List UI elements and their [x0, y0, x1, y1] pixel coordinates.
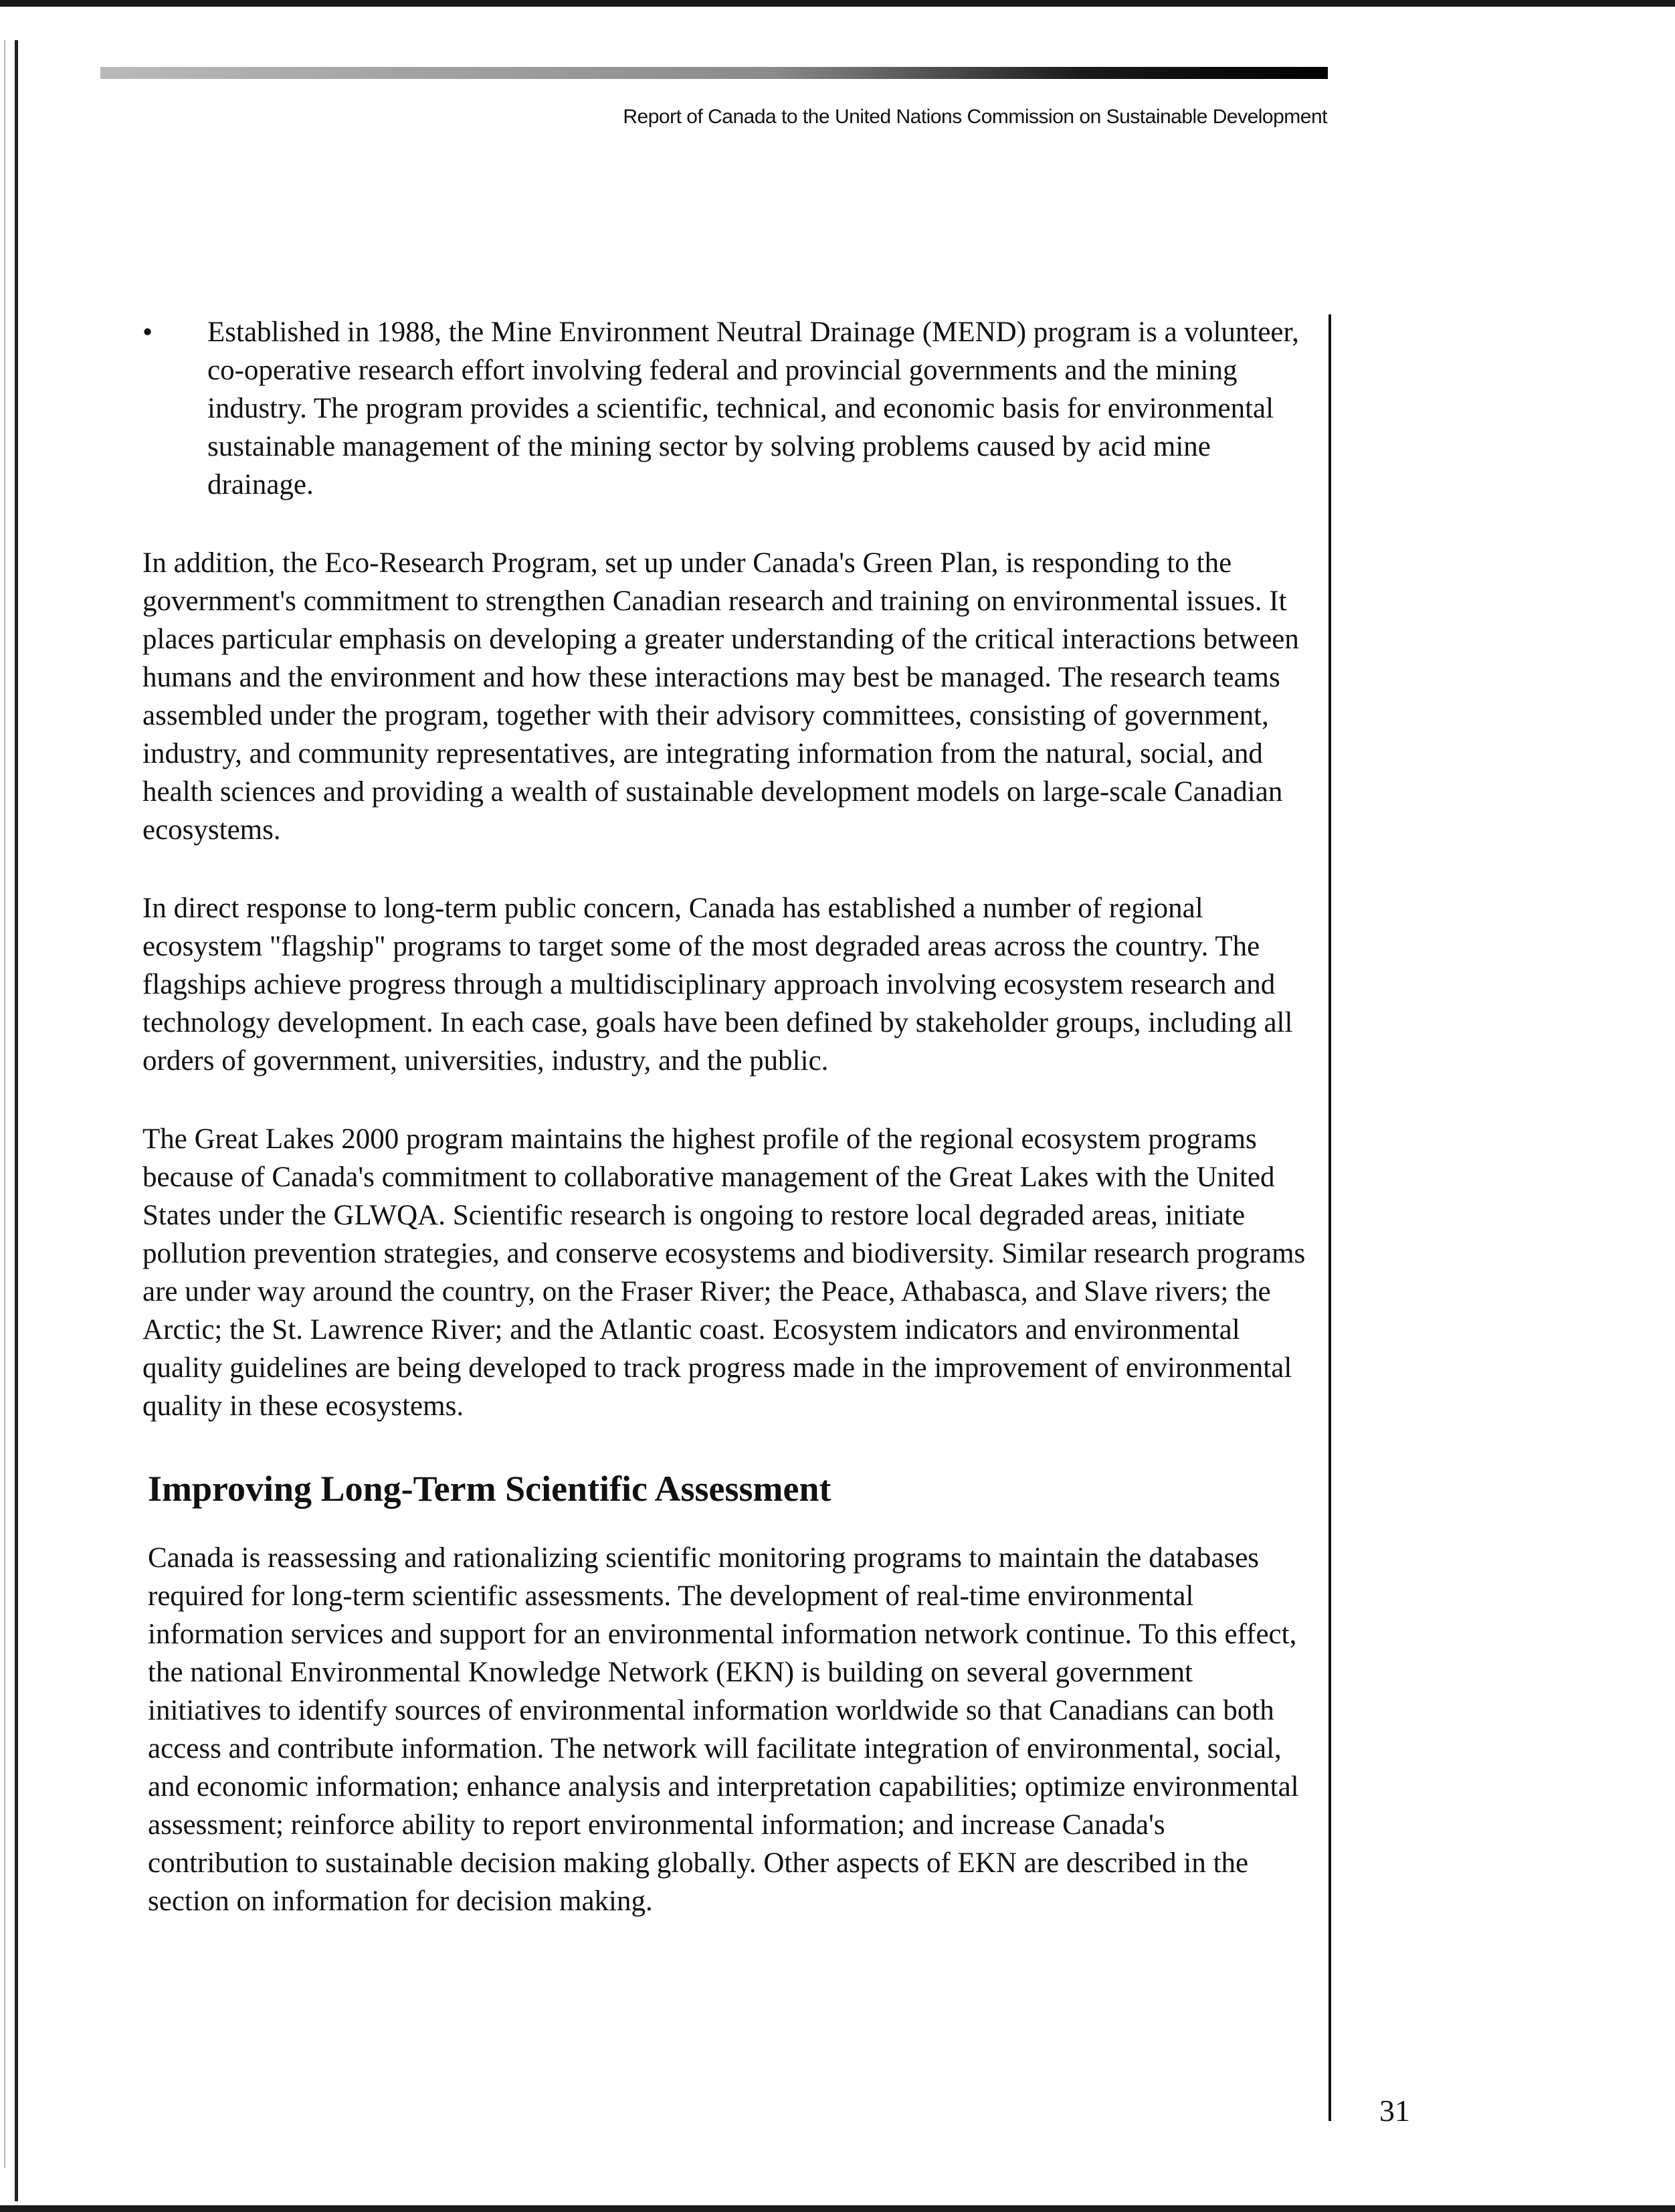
paragraph-scientific-assessment: Canada is reassessing and rationalizing scientific monitoring programs to maintain the databases required for long-term scientific assessments. The development of real-time environmental information services and support for an environmental information network continue. To this effect, the national Environmental Knowledge Network (EKN) is building on several government initiatives to identify sources of environmental information worldwide so that Canadians can both access and contribute information. The network will facilitate integration of environmental, social, and economic information; enhance analysis and interpretation capabilities; optimize environmental assessment; reinforce ability to report environmental information; and increase Canada's contribution to sustainable decision making globally. Other aspects of EKN are described in the section on information for decision making. — [148, 1542, 1299, 1917]
paragraph-great-lakes: The Great Lakes 2000 program maintains the highest profile of the regional ecosystem programs because of Canada's commitment to collaborative management of the Great Lakes with the United States under the GLWQA. Scientific research is ongoing to restore local degraded areas, initiate pollution prevention strategies, and conserve ecosystems and biodiversity. Similar research programs are under way around the country, on the Fraser River; the Peace, Athabasca, and Slave rivers; the Arctic; the St. Lawrence River; and the Atlantic coast. Ecosystem indicators and environmental quality guidelines are being developed to track progress made in the improvement of environmental quality in these ecosystems. — [142, 1123, 1306, 1422]
scan-edge-bottom — [0, 2205, 1675, 2212]
paragraph-eco-research: In addition, the Eco-Research Program, set up under Canada's Green Plan, is responding to the government's commitment to strengthen Canadian research and training on environmental issues. It places particular emphasis on developing a greater understanding of the critical interactions between humans and the environment and how these interactions may best be managed. The research teams assembled under the program, together with their advisory committees, consisting of government, industry, and community representatives, are integrating information from the natural, social, and health sciences and providing a wealth of sustainable development models on large-scale Canadian ecosystems. — [142, 547, 1299, 846]
section-heading: Improving Long-Term Scientific Assessment — [148, 1469, 831, 1509]
page-number: 31 — [1379, 2094, 1410, 2128]
page-body — [142, 313, 1306, 1920]
running-header: Report of Canada to the United Nations Commission on Sustainable Development — [623, 106, 1327, 128]
margin-rule — [1328, 314, 1331, 2121]
header-rule — [100, 67, 1328, 79]
bullet-item — [142, 313, 1306, 504]
paragraph-flagship-programs: In direct response to long-term public concern, Canada has established a number of regional ecosystem "flagship" programs to target some of the most degraded areas across the country. The flagships achieve progress through a multidisciplinary approach involving ecosystem research and technology development. In each case, goals have been defined by stakeholder groups, including all orders of government, universities, industry, and the public. — [142, 893, 1293, 1077]
scan-edge-left — [15, 40, 18, 2201]
bullet-text: Established in 1988, the Mine Environment Neutral Drainage (MEND) program is a volunteer, co-operative research effort involving federal and provincial governments and the mining industry. The program provides a scientific, technical, and economic basis for environmental sustainable management of the mining sector by solving problems caused by acid mine drainage. — [207, 316, 1299, 500]
bullet-dot-icon: • — [142, 316, 153, 348]
scan-edge-top — [0, 0, 1675, 7]
scan-edge-left-faint — [4, 40, 5, 2168]
